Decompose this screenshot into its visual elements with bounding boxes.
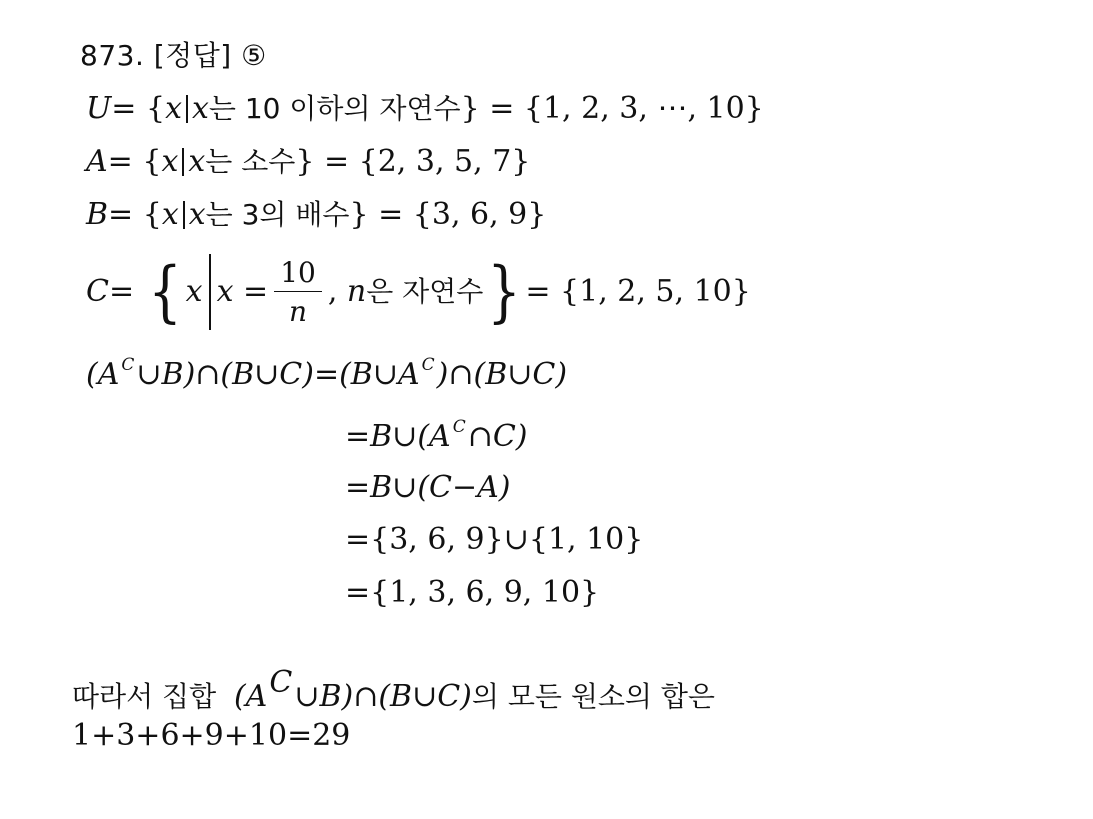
fraction-numerator: 10 (274, 259, 322, 292)
expr-step-2-tail: ∩C) (467, 419, 528, 454)
complement-sup: C (121, 355, 135, 375)
set-c-condition: 은 자연수 (366, 275, 484, 308)
set-u-condition: 는 10 이하의 자연수 (208, 92, 461, 125)
set-c-name: C (86, 274, 109, 309)
complement-sup: C (269, 665, 293, 700)
set-a-condition: 는 소수 (205, 145, 296, 178)
conclusion-text (72, 665, 715, 714)
set-u-name: U (86, 91, 112, 126)
expr-tail: )∩(B∪C) (436, 357, 568, 392)
set-u-elements: {1, 2, 3, ⋯, 10} (523, 91, 764, 126)
conclusion-prefix: 따라서 집합 (72, 680, 217, 713)
conclusion-expr-a: (A (233, 679, 268, 714)
set-a-elements: {2, 3, 5, 7} (358, 144, 531, 179)
set-b-var: x (161, 197, 179, 232)
set-a-var: x (161, 144, 179, 179)
derivation-line-4: ={3, 6, 9}∪{1, 10} (345, 522, 644, 557)
set-b-var-2: x (188, 197, 206, 232)
set-builder-bar (183, 201, 185, 229)
derivation-line-1 (86, 357, 567, 390)
set-a-definition: A= {x x는 소수} = {2, 3, 5, 7} (86, 144, 531, 179)
set-a-var-2: x (188, 144, 206, 179)
set-b-name: B (86, 197, 109, 232)
fraction-denominator: n (288, 294, 308, 328)
fraction (274, 255, 322, 328)
problem-header: 873. [정답] ⑤ (80, 39, 267, 72)
set-b-condition: 는 3의 배수 (205, 198, 350, 231)
set-u-var: x (165, 91, 182, 126)
left-brace: { (147, 253, 182, 330)
complement-sup: C (421, 355, 435, 375)
expr-a: (A (86, 357, 120, 392)
set-u-var-2: x (191, 91, 209, 126)
conclusion-suffix: 의 모든 원소의 합은 (471, 680, 715, 713)
derivation-line-3: =B∪(C−A) (345, 470, 511, 505)
set-b-definition: B= {x x는 3의 배수} = {3, 6, 9} (86, 197, 547, 232)
set-a-name: A (86, 144, 108, 179)
set-builder-bar (182, 148, 184, 176)
expr-rest: ∪B)∩(B∪C)=(B∪A (136, 357, 420, 392)
set-c-elements: {1, 2, 5, 10} (560, 274, 751, 309)
set-builder-bar (209, 254, 211, 330)
derivation-line-2 (345, 419, 528, 452)
set-u-definition: U= {x x는 10 이하의 자연수} = {1, 2, 3, ⋯, 10} (86, 91, 764, 126)
sum-expression: 1+3+6+9+10=29 (72, 718, 351, 753)
complement-sup: C (452, 417, 466, 437)
set-c-definition: C = { x x = $\frac{10}{n}$ , n 은 자연수 } = {1, 2, 5, 10} (86, 253, 751, 330)
right-brace: } (487, 253, 522, 330)
derivation-line-5: ={1, 3, 6, 9, 10} (345, 575, 600, 610)
conclusion-expr-b: ∪B)∩(B∪C) (294, 679, 472, 714)
set-b-elements: {3, 6, 9} (412, 197, 547, 232)
set-builder-bar (186, 95, 188, 123)
expr-step-2: =B∪(A (345, 419, 451, 454)
